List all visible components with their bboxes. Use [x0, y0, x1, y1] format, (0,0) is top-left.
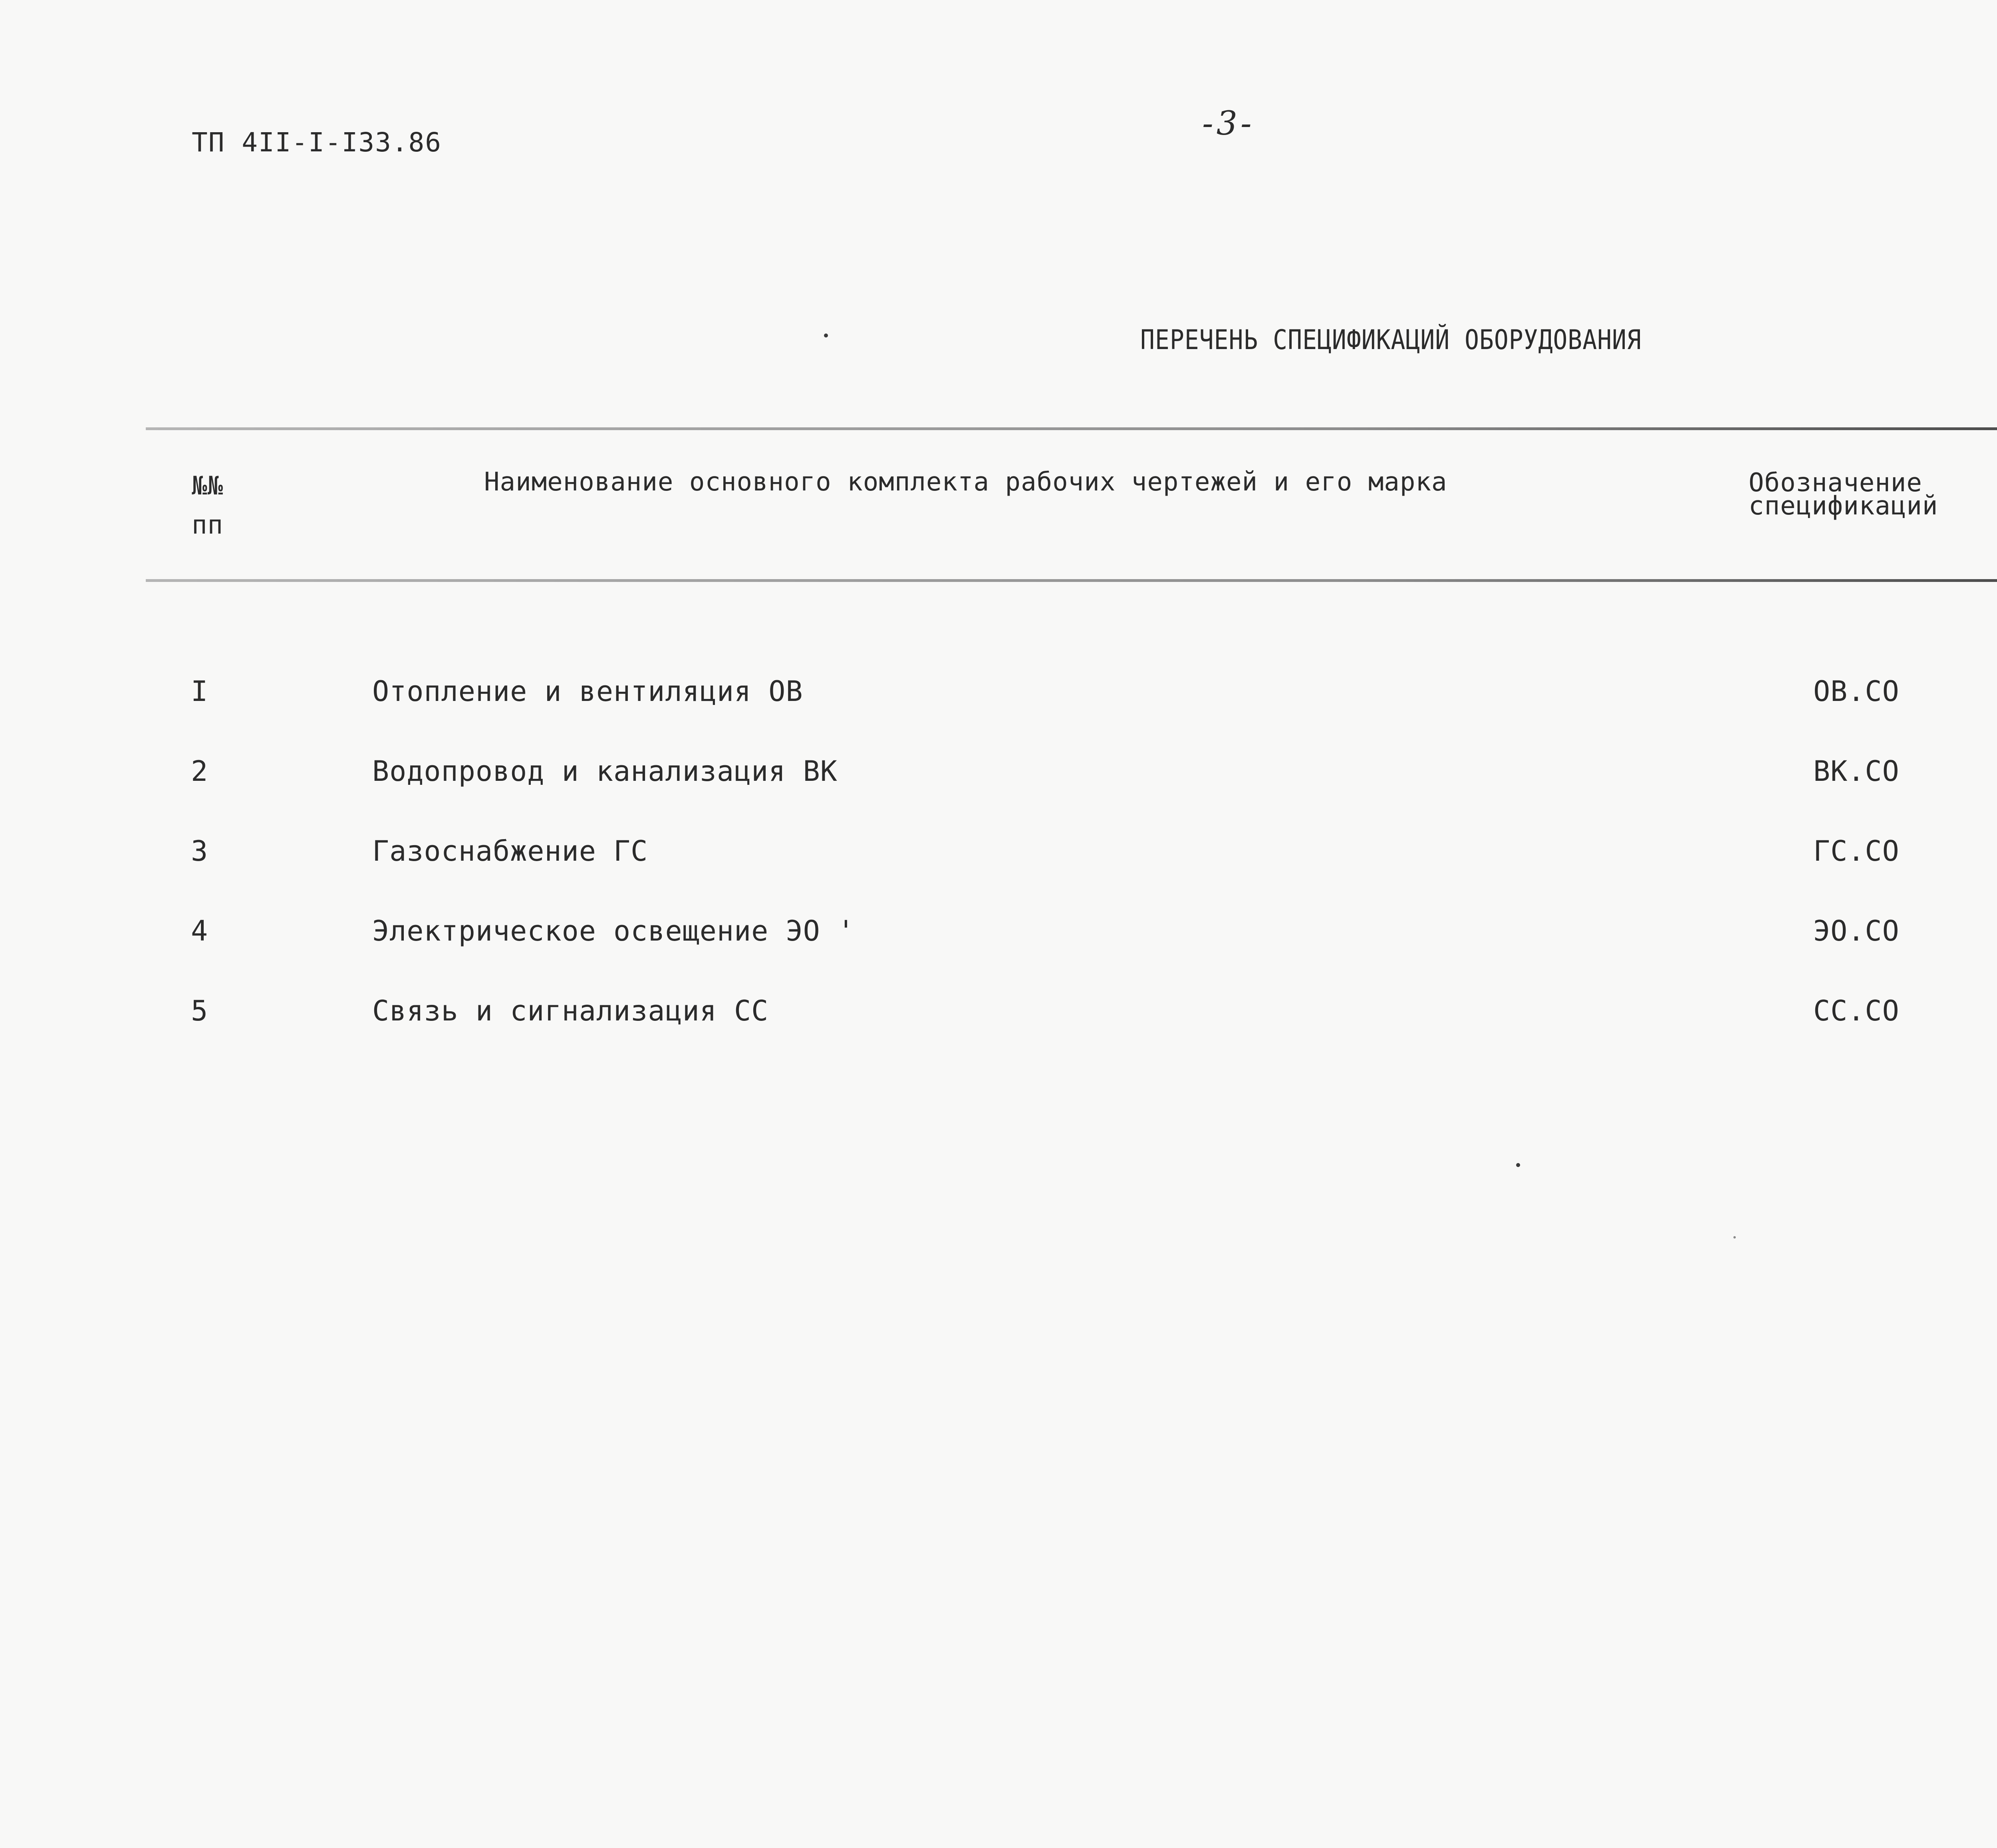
column-header-number-line2: пп	[192, 510, 224, 540]
row-number: I	[191, 675, 208, 708]
table-header-rule	[146, 579, 1997, 582]
table-top-rule	[146, 427, 1997, 430]
row-number: 2	[191, 755, 208, 788]
scan-speck	[1733, 1236, 1736, 1239]
row-name: Электрическое освещение ЭО '	[372, 915, 855, 947]
row-name: Газоснабжение ГС	[372, 835, 648, 867]
page-number: -3-	[1202, 105, 1255, 143]
row-spec: СС.СО	[1813, 994, 1900, 1027]
column-header-name: Наименование основного комплекта рабочих чертежей и его марка	[484, 467, 1447, 497]
column-header-spec-line1: Обозначение	[1749, 468, 1922, 498]
scan-speck	[1516, 1163, 1520, 1167]
page-title: ПЕРЕЧЕНЬ СПЕЦИФИКАЦИЙ ОБОРУДОВАНИЯ	[1140, 324, 1642, 356]
row-spec: ОВ.СО	[1813, 675, 1900, 708]
scan-speck	[824, 333, 828, 337]
row-number: 5	[191, 994, 208, 1027]
row-name: Водопровод и канализация ВК	[372, 755, 838, 788]
column-header-spec	[1749, 463, 1938, 521]
column-header-number	[192, 466, 223, 545]
column-header-spec-line2: спецификаций	[1749, 491, 1938, 521]
row-number: 3	[191, 835, 208, 867]
row-name: Связь и сигнализация СС	[372, 994, 769, 1027]
column-header-number-line1: №№	[192, 471, 224, 501]
row-spec: ЭО.СО	[1813, 915, 1900, 947]
row-name: Отопление и вентиляция ОВ	[372, 675, 803, 708]
row-spec: ГС.СО	[1813, 835, 1900, 867]
document-code: ТП 4II-I-I33.86	[192, 127, 442, 158]
row-number: 4	[191, 915, 208, 947]
row-spec: ВК.СО	[1813, 755, 1900, 788]
